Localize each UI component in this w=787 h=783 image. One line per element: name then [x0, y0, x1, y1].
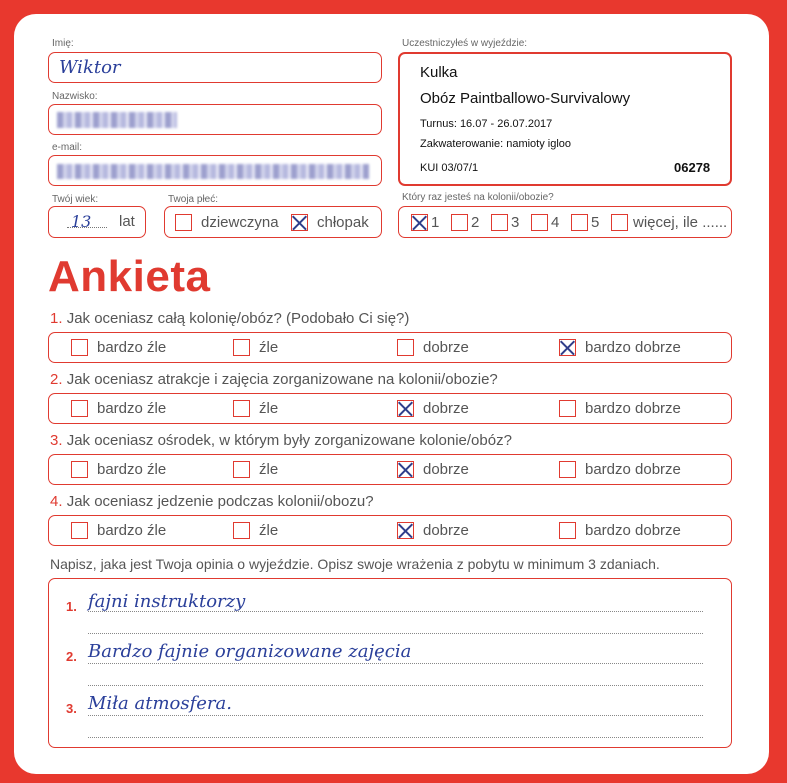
redacted-surname: [57, 112, 177, 128]
q2-option-3-checkbox[interactable]: [397, 400, 414, 417]
age-label: Twój wiek:: [52, 194, 99, 205]
q3-option-4-checkbox[interactable]: [559, 461, 576, 478]
opinion-answer-2: Bardzo fajnie organizowane zajęcia: [88, 641, 412, 662]
question-4-options: [48, 515, 732, 546]
q1-option-3-label: dobrze: [423, 339, 469, 356]
opinion-number-2: 2.: [66, 649, 77, 664]
participant-label: Uczestniczyłeś w wyjeździe:: [402, 38, 528, 49]
q2-option-1-label: bardzo źle: [97, 400, 167, 417]
q1-option-2-checkbox[interactable]: [233, 339, 250, 356]
opinion-answer-3: Miła atmosfera.: [88, 693, 232, 714]
q4-option-3-label: dobrze: [423, 522, 469, 539]
q4-option-4-checkbox[interactable]: [559, 522, 576, 539]
q3-option-4-label: bardzo dobrze: [585, 461, 681, 478]
email-field[interactable]: [48, 155, 382, 186]
times-3-label: 3: [511, 214, 520, 231]
q1-option-4-label: bardzo dobrze: [585, 339, 681, 356]
q3-option-2-checkbox[interactable]: [233, 461, 250, 478]
age-dotted-line: [67, 227, 107, 228]
q2-option-1-checkbox[interactable]: [71, 400, 88, 417]
gender-field: [164, 206, 382, 238]
survey-title: Ankieta: [48, 252, 211, 301]
q1-option-2-label: źle: [259, 339, 279, 356]
question-1-number: 1.: [50, 310, 63, 327]
q1-option-1-label: bardzo źle: [97, 339, 167, 356]
times-2-label: 2: [471, 214, 480, 231]
q4-option-1-checkbox[interactable]: [71, 522, 88, 539]
camp-line2: Obóz Paintballowo-Survivalowy: [420, 90, 631, 107]
age-unit: lat: [119, 213, 135, 230]
surname-label: Nazwisko:: [52, 91, 98, 102]
q3-option-3-label: dobrze: [423, 461, 469, 478]
q2-option-2-checkbox[interactable]: [233, 400, 250, 417]
opinion-number-1: 1.: [66, 599, 77, 614]
q3-option-3-checkbox[interactable]: [397, 461, 414, 478]
age-field[interactable]: [48, 206, 146, 238]
camp-accommodation: Zakwaterowanie: namioty igloo: [420, 138, 572, 150]
question-2-options: [48, 393, 732, 424]
opinion-answer-1: fajni instruktorzy: [88, 591, 246, 612]
question-4-number: 4.: [50, 493, 63, 510]
name-field[interactable]: [48, 52, 382, 83]
gender-boy-checkbox[interactable]: [291, 214, 308, 231]
times-2-checkbox[interactable]: [451, 214, 468, 231]
question-2-number: 2.: [50, 371, 63, 388]
q2-option-4-checkbox[interactable]: [559, 400, 576, 417]
times-label: Który raz jesteś na kolonii/obozie?: [402, 192, 554, 203]
times-5-label: 5: [591, 214, 600, 231]
times-5-checkbox[interactable]: [571, 214, 588, 231]
opinion-line-6: [88, 737, 703, 738]
camp-turnus: Turnus: 16.07 - 26.07.2017: [420, 118, 553, 130]
q4-option-3-checkbox[interactable]: [397, 522, 414, 539]
opinion-line-2: [88, 633, 703, 634]
question-1-text: Jak oceniasz całą kolonię/obóz? (Podobało Ci się?): [66, 310, 410, 327]
times-4-checkbox[interactable]: [531, 214, 548, 231]
question-4-text: Jak oceniasz jedzenie podczas kolonii/obozu?: [66, 493, 374, 510]
redacted-email: [57, 164, 369, 179]
q3-option-1-checkbox[interactable]: [71, 461, 88, 478]
camp-number: 06278: [674, 160, 711, 175]
question-3-text: Jak oceniasz ośrodek, w którym były zorganizowane kolonie/obóz?: [66, 432, 512, 449]
question-1-options: [48, 332, 732, 363]
opinion-line-5: [88, 715, 703, 716]
q2-option-3-label: dobrze: [423, 400, 469, 417]
opinion-line-1: [88, 611, 703, 612]
age-value: 13: [71, 212, 92, 231]
times-1-label: 1: [431, 214, 440, 231]
opinion-number-3: 3.: [66, 701, 77, 716]
question-3: [50, 432, 512, 449]
q2-option-2-label: źle: [259, 400, 279, 417]
times-4-label: 4: [551, 214, 560, 231]
q1-option-4-checkbox[interactable]: [559, 339, 576, 356]
opinion-line-4: [88, 685, 703, 686]
times-more-checkbox[interactable]: [611, 214, 628, 231]
q4-option-4-label: bardzo dobrze: [585, 522, 681, 539]
times-field: [398, 206, 732, 238]
gender-label: Twoja płeć:: [168, 194, 219, 205]
question-1: [50, 310, 409, 327]
q4-option-1-label: bardzo źle: [97, 522, 167, 539]
opinion-line-3: [88, 663, 703, 664]
surname-field[interactable]: [48, 104, 382, 135]
times-more-label: więcej, ile ......: [633, 214, 728, 231]
question-4: [50, 493, 374, 510]
name-value: Wiktor: [59, 57, 121, 78]
question-2-text: Jak oceniasz atrakcje i zajęcia zorganizowane na kolonii/obozie?: [66, 371, 498, 388]
q3-option-1-label: bardzo źle: [97, 461, 167, 478]
gender-girl-checkbox[interactable]: [175, 214, 192, 231]
name-label: Imię:: [52, 38, 74, 49]
question-3-number: 3.: [50, 432, 63, 449]
question-3-options: [48, 454, 732, 485]
q4-option-2-checkbox[interactable]: [233, 522, 250, 539]
q1-option-1-checkbox[interactable]: [71, 339, 88, 356]
email-label: e-mail:: [52, 142, 83, 153]
camp-line1: Kulka: [420, 64, 458, 81]
times-1-checkbox[interactable]: [411, 214, 428, 231]
camp-code: KUI 03/07/1: [420, 162, 479, 174]
q4-option-2-label: źle: [259, 522, 279, 539]
times-3-checkbox[interactable]: [491, 214, 508, 231]
opinion-prompt: Napisz, jaka jest Twoja opinia o wyjeździe. Opisz swoje wrażenia z pobytu w minimum 3 zdaniach.: [50, 556, 660, 572]
gender-boy-label: chłopak: [317, 214, 369, 231]
q1-option-3-checkbox[interactable]: [397, 339, 414, 356]
q3-option-2-label: źle: [259, 461, 279, 478]
q2-option-4-label: bardzo dobrze: [585, 400, 681, 417]
question-2: [50, 371, 498, 388]
gender-girl-label: dziewczyna: [201, 214, 279, 231]
